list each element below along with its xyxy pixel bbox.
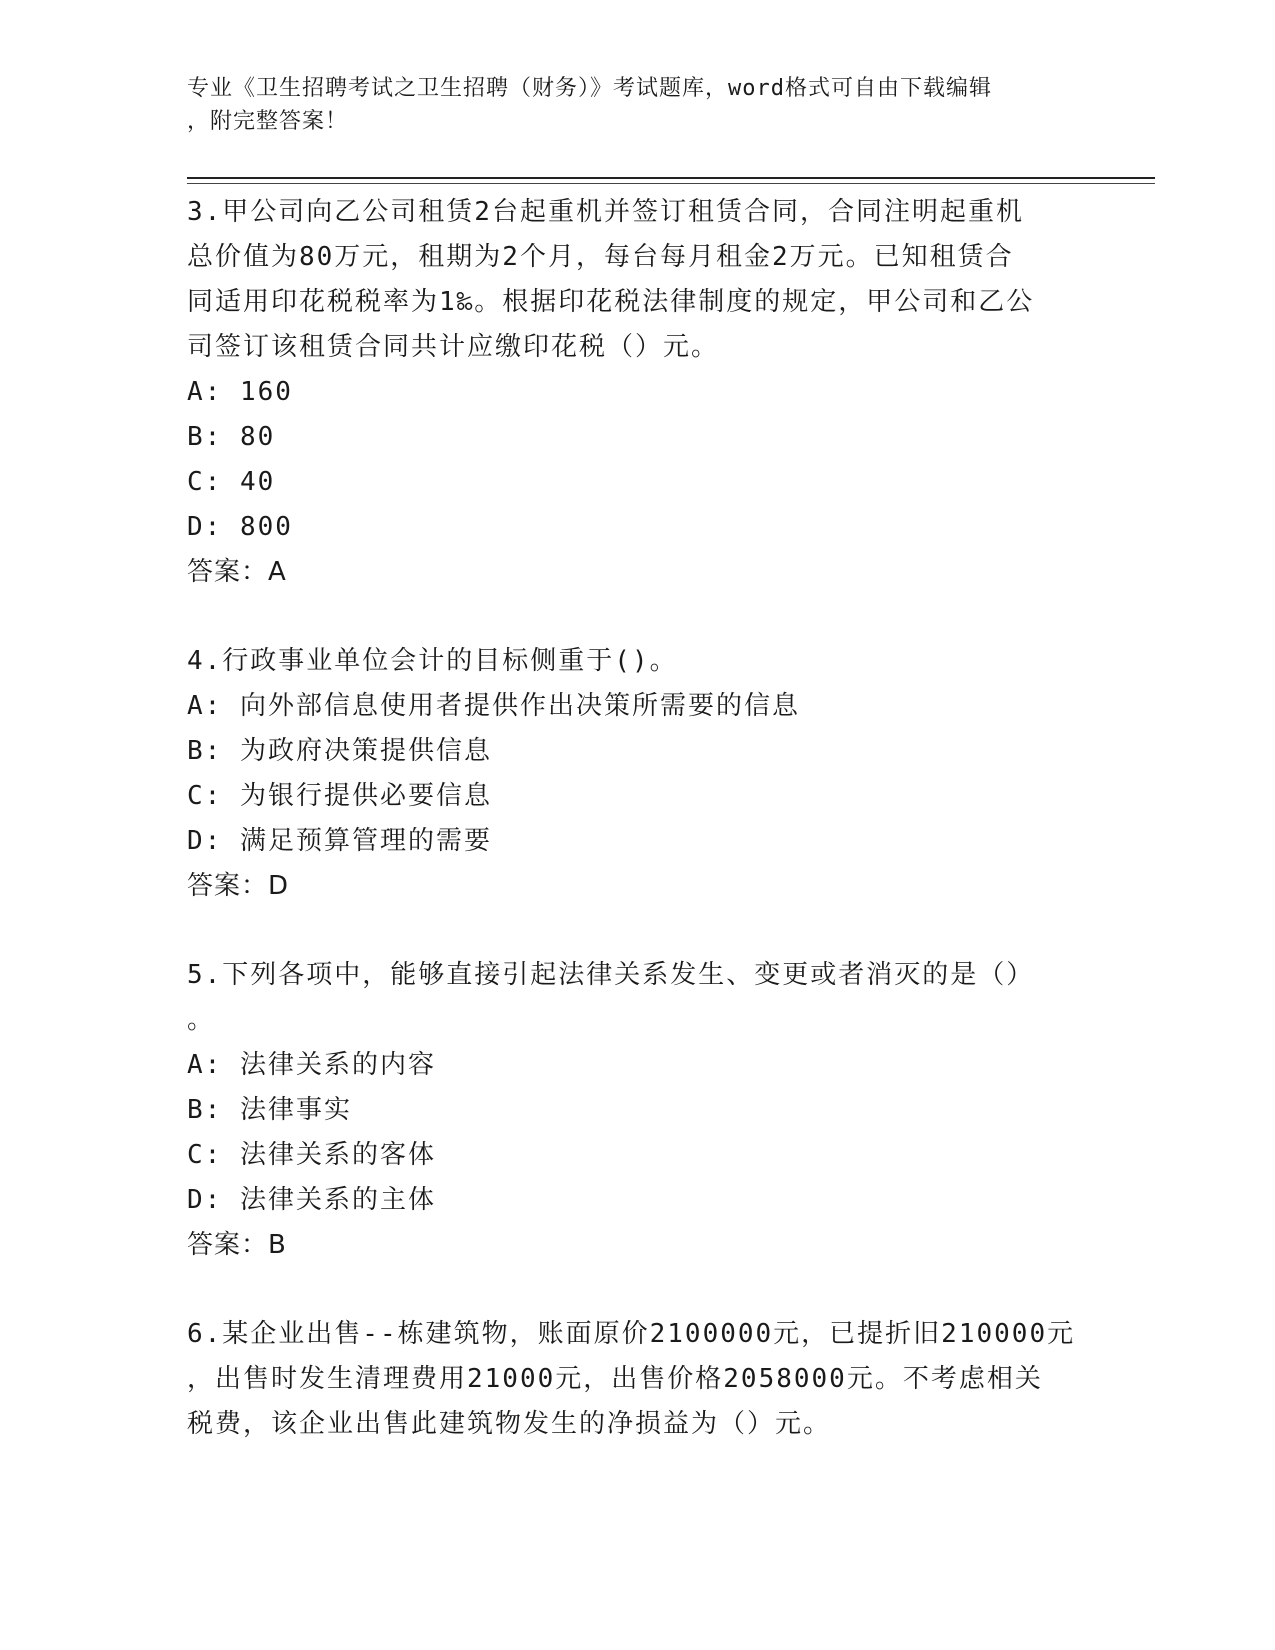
stem-line: 司签订该租赁合同共计应缴印花税（）元。: [187, 332, 720, 362]
question-stem: [187, 1312, 1087, 1447]
option-b: B: 法律事实: [187, 1095, 352, 1125]
stem-line: 总价值为80万元，租期为2个月，每台每月租金2万元。已知租赁合: [187, 242, 1014, 272]
question-list: [187, 190, 1087, 1491]
stem-line: 同适用印花税税率为1‰。根据印花税法律制度的规定，甲公司和乙公: [187, 287, 1035, 317]
stem-line: 4.行政事业单位会计的目标侧重于()。: [187, 646, 678, 676]
stem-line: 3.甲公司向乙公司租赁2台起重机并签订租赁合同，合同注明起重机: [187, 197, 1024, 227]
answer-line: 答案：A: [187, 557, 287, 587]
question-stem: [187, 190, 1087, 370]
stem-line: 。: [187, 1005, 216, 1035]
option-d: D: 满足预算管理的需要: [187, 826, 492, 856]
option-c: C: 为银行提供必要信息: [187, 781, 492, 811]
stem-line: 5.下列各项中，能够直接引起法律关系发生、变更或者消灭的是（）: [187, 960, 1035, 990]
option-d: D: 800: [187, 512, 293, 542]
option-a: A: 160: [187, 377, 293, 407]
question-6: [187, 1312, 1087, 1447]
answer-line: 答案：B: [187, 1230, 287, 1260]
header-divider-thin: [187, 183, 1155, 184]
stem-line: 税费，该企业出售此建筑物发生的净损益为（）元。: [187, 1409, 832, 1439]
header-divider-thick: [187, 177, 1155, 179]
option-c: C: 40: [187, 467, 276, 497]
question-stem: [187, 953, 1087, 1043]
header-line-2: ，附完整答案！: [187, 109, 349, 134]
question-5: [187, 953, 1087, 1268]
question-3: [187, 190, 1087, 595]
stem-line: 6.某企业出售--栋建筑物，账面原价2100000元，已提折旧210000元: [187, 1319, 1076, 1349]
stem-line: ，出售时发生清理费用21000元，出售价格2058000元。不考虑相关: [187, 1364, 1043, 1394]
option-b: B: 为政府决策提供信息: [187, 736, 492, 766]
option-d: D: 法律关系的主体: [187, 1185, 436, 1215]
answer-line: 答案：D: [187, 871, 290, 901]
option-c: C: 法律关系的客体: [187, 1140, 436, 1170]
document-header: [187, 72, 1067, 138]
question-4: [187, 639, 1087, 909]
option-b: B: 80: [187, 422, 276, 452]
option-a: A: 法律关系的内容: [187, 1050, 436, 1080]
header-line-1: 专业《卫生招聘考试之卫生招聘（财务）》考试题库，word格式可自由下载编辑: [187, 76, 992, 101]
question-stem: [187, 639, 1087, 684]
option-a: A: 向外部信息使用者提供作出决策所需要的信息: [187, 691, 800, 721]
